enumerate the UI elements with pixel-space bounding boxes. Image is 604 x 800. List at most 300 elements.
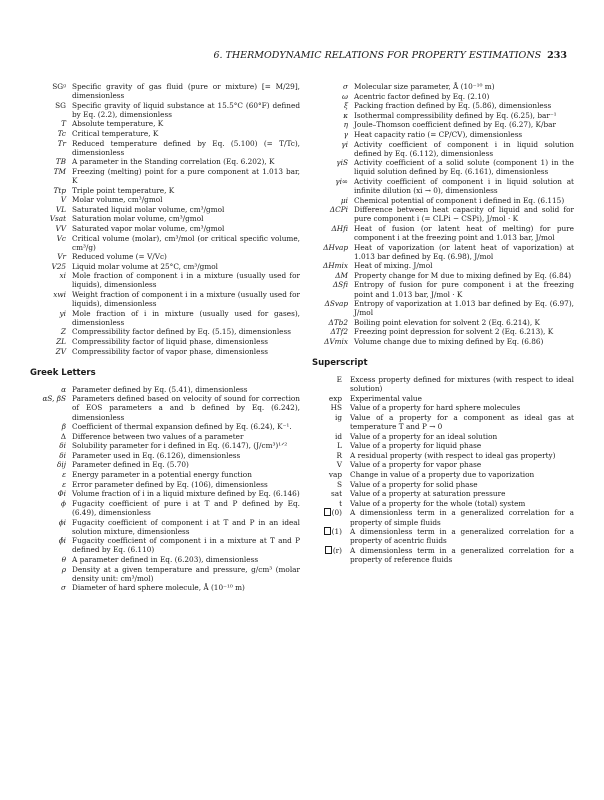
symbol	[312, 177, 354, 195]
symbol	[312, 527, 350, 545]
running-header	[213, 50, 567, 61]
symbol-text: V25	[51, 261, 66, 271]
definition: Heat of mixing. J/mol	[354, 261, 433, 271]
symbol-entry	[30, 518, 300, 536]
symbol-text: ΔHmix	[322, 261, 348, 271]
symbol-entry	[312, 177, 574, 195]
definition: Energy parameter in a potential energy function	[72, 470, 252, 480]
symbol-text: δi	[59, 450, 66, 460]
symbol	[312, 261, 354, 270]
symbol-text: α	[61, 384, 66, 394]
definition: Freezing point depression for solvent 2 (Eq. 6.213), K	[354, 327, 554, 337]
symbol-text: L	[337, 441, 342, 451]
symbol	[30, 252, 72, 261]
symbol-text: δi	[59, 441, 66, 451]
symbol-entry	[30, 565, 300, 583]
symbol-entry	[312, 224, 574, 242]
greek-letters-list-continued	[312, 82, 574, 346]
symbol-text: ΔSvap	[324, 299, 348, 309]
symbol-entry	[30, 195, 300, 204]
symbol	[312, 480, 350, 489]
symbol-text: η	[343, 120, 348, 130]
symbol	[30, 101, 72, 119]
symbol-entry	[30, 460, 300, 469]
definition: Experimental value	[350, 393, 422, 403]
symbol-text: t	[339, 498, 342, 508]
definition: Activity coefficient of a solid solute (component 1) in the liquid solution defined by Eq. (6.161), dimensionless	[354, 158, 574, 177]
definition: Density at a given temperature and pressure, g/cm³ (molar density unit: cm³/mol)	[72, 564, 300, 583]
symbol-entry	[312, 205, 574, 223]
definition: Molecular size parameter, Å (10⁻¹⁰ m)	[354, 82, 495, 91]
symbol	[312, 432, 350, 441]
symbol-text: SGᵍ	[52, 82, 66, 91]
symbol	[312, 451, 350, 460]
definition: Entropy of vaporization at 1.013 bar defined by Eq. (6.97), J/mol	[354, 299, 574, 318]
symbol	[312, 158, 354, 176]
symbol-entry	[30, 129, 300, 138]
symbol	[30, 536, 72, 554]
symbol-text: Δ	[60, 431, 66, 441]
definition: Parameter defined by Eq. (5.41), dimensionless	[72, 384, 248, 394]
symbol-entry	[312, 261, 574, 270]
definition: Parameters defined based on velocity of sound for correction of EOS parameters a and b defined by Eq. (6.242), dimensionless	[72, 394, 300, 422]
symbol-entry	[312, 394, 574, 403]
symbol	[312, 441, 350, 450]
definition: Reduced temperature defined by Eq. (5.100) (= T/Tc), dimensionless	[72, 138, 300, 157]
definition: A dimensionless term in a generalized correlation for a property of reference fluids	[350, 545, 574, 564]
symbol-entry	[312, 403, 574, 412]
symbol-text: σ	[61, 583, 66, 593]
symbol-entry	[312, 82, 574, 91]
definition: A dimensionless term in a generalized correlation for a property of simple fluids	[350, 508, 574, 527]
symbol-entry	[312, 527, 574, 545]
symbol	[30, 470, 72, 479]
symbol-entry	[30, 139, 300, 157]
symbol-text: Tr	[57, 138, 66, 148]
definition: Saturated liquid molar volume, cm³/gmol	[72, 204, 225, 214]
definition: Molar volume, cm³/gmol	[72, 195, 163, 205]
symbol-entry	[312, 120, 574, 129]
symbol-text: ε	[62, 479, 66, 489]
symbol-text: ig	[334, 413, 342, 422]
symbol	[30, 205, 72, 214]
symbol-entry	[30, 489, 300, 498]
symbol-text: ω	[342, 91, 348, 101]
definition: Compressibility factor defined by Eq. (5.15), dimensionless	[72, 327, 291, 337]
symbol	[312, 299, 354, 317]
definition: Value of a property for solid phase	[350, 479, 478, 489]
symbol	[312, 243, 354, 261]
symbol-text: yi	[59, 308, 66, 318]
definition: Isothermal compressibility defined by Eq. (6.25), bar⁻¹	[354, 110, 557, 120]
symbol-text: Vc	[56, 233, 66, 243]
definition: Change in value of a property due to vaporization	[350, 470, 535, 480]
symbol-text: SG	[55, 100, 66, 110]
definition: Heat of vaporization (or latent heat of vaporization) at 1.013 bar defined by Eq. (6.98), J/mol	[354, 242, 574, 261]
symbol-entry	[312, 318, 574, 327]
symbol-text: ΔTb2	[328, 317, 348, 327]
symbol	[30, 186, 72, 195]
definition: Compressibility factor of liquid phase, dimensionless	[72, 337, 268, 347]
symbol	[312, 460, 350, 469]
symbol-text: ΔHfi	[331, 223, 348, 233]
symbol	[312, 489, 350, 498]
symbol-text: ϕ	[61, 498, 66, 508]
definition: Reduced volume (= V/Vc)	[72, 252, 167, 262]
symbol-text: ΔHvap	[323, 242, 348, 252]
symbol	[30, 394, 72, 421]
symbol	[312, 224, 354, 242]
symbol	[30, 224, 72, 233]
symbol-text: exp	[328, 393, 342, 403]
symbol-entry	[312, 196, 574, 205]
running-title: 6. THERMODYNAMIC RELATIONS FOR PROPERTY ESTIMATIONS	[213, 50, 542, 61]
symbol-text: ΔCPi	[329, 205, 348, 215]
definition: Activity coefficient of component i in liquid solution defined by Eq. (6.112), dimensionless	[354, 139, 574, 158]
symbol-text: V	[60, 195, 66, 205]
symbol-text: VV	[55, 223, 66, 233]
symbol-entry	[312, 101, 574, 110]
symbol-text: ΔSfi	[332, 280, 348, 290]
symbol-text: ZV	[55, 346, 66, 356]
definition: Packing fraction defined by Eq. (5.86), dimensionless	[354, 101, 552, 111]
definition: Boiling point elevation for solvent 2 (Eq. 6.214), K	[354, 317, 540, 327]
symbol	[30, 451, 72, 460]
symbol	[30, 432, 72, 441]
definition: Volume fraction of i in a liquid mixture defined by Eq. (6.146)	[72, 489, 300, 499]
symbol-text: (0)	[331, 508, 342, 518]
symbol	[30, 214, 72, 223]
symbol	[312, 101, 354, 110]
symbol	[30, 337, 72, 346]
symbol-text: sat	[330, 489, 342, 499]
superscript-list	[312, 375, 574, 564]
symbol-entry	[312, 299, 574, 317]
symbol-text: (r)	[332, 545, 342, 555]
symbol-entry	[30, 432, 300, 441]
symbol	[30, 518, 72, 536]
symbol-entry	[30, 157, 300, 166]
page-number: 233	[547, 50, 567, 61]
symbol-text: ϕ̂i	[58, 536, 66, 546]
definition: Property change for M due to mixing defined by Eq. (6.84)	[354, 270, 572, 280]
symbol	[312, 470, 350, 479]
symbol-text: γi	[341, 139, 348, 149]
symbol-text: γ	[343, 129, 348, 139]
symbol-entry	[312, 546, 574, 564]
definition: Mole fraction of i in mixture (usually used for gases), dimensionless	[72, 308, 300, 327]
definition: Value of a property for an ideal solution	[350, 431, 498, 441]
symbol-text: Vsat	[49, 214, 66, 224]
definition: Volume change due to mixing defined by Eq. (6.86)	[354, 337, 544, 347]
symbol-entry	[312, 140, 574, 158]
symbol-entry	[312, 92, 574, 101]
symbol	[30, 82, 72, 100]
symbol-entry	[312, 111, 574, 120]
symbol-entry	[30, 555, 300, 564]
symbol	[312, 271, 354, 280]
definition: Mole fraction of component i in a mixture (usually used for liquids), dimensionless	[72, 271, 300, 290]
symbol	[30, 262, 72, 271]
definition: Liquid molar volume at 25°C, cm³/gmol	[72, 261, 218, 271]
symbol-text: E	[336, 375, 342, 385]
symbol-entry	[30, 119, 300, 128]
symbol-text: ZL	[56, 337, 66, 347]
symbol	[30, 309, 72, 327]
symbol	[30, 480, 72, 489]
symbol	[312, 82, 354, 91]
symbol	[312, 508, 350, 526]
symbol	[30, 385, 72, 394]
symbol	[312, 337, 354, 346]
definition: Difference between heat capacity of liquid and solid for pure component i (= CLPi − CSPi), J/mol · K	[354, 205, 574, 224]
symbol-entry	[312, 441, 574, 450]
symbol-entry	[30, 262, 300, 271]
definition: Fugacity coefficient of component i in a mixture at T and P defined by Eq. (6.110)	[72, 536, 300, 555]
definition: Value of a property for vapor phase	[350, 460, 482, 470]
placeholder-box-icon	[324, 508, 331, 516]
placeholder-box-icon	[325, 546, 332, 554]
definition: Value of a property for hard sphere molecules	[350, 403, 521, 413]
symbol-text: δij	[57, 460, 66, 470]
symbol-text: TM	[53, 166, 66, 176]
symbol-entry	[30, 167, 300, 185]
symbol-text: γi∞	[335, 176, 348, 186]
definition: Freezing (melting) point for a pure component at 1.013 bar, K	[72, 166, 300, 185]
symbol-entry	[30, 451, 300, 460]
symbol	[312, 499, 350, 508]
symbol-entry	[30, 470, 300, 479]
symbol	[312, 92, 354, 101]
symbol	[30, 327, 72, 336]
definition: Saturation molar volume, cm³/gmol	[72, 214, 204, 224]
symbol-entry	[312, 413, 574, 431]
symbol	[30, 489, 72, 498]
symbol-entry	[312, 243, 574, 261]
symbol-entry	[30, 480, 300, 489]
symbol	[30, 119, 72, 128]
definition: Activity coefficient of component i in liquid solution at infinite dilution (xi → 0), dimensionless	[354, 176, 574, 196]
symbol-text: θ	[61, 554, 66, 564]
definition: Entropy of fusion for pure component i at the freezing point and 1.013 bar, J/mol · K	[354, 280, 574, 299]
symbol-entry	[312, 451, 574, 460]
definition: Value of a property at saturation pressure	[350, 489, 506, 499]
symbol-entry	[312, 470, 574, 479]
symbol-entry	[30, 271, 300, 289]
symbol-entry	[30, 385, 300, 394]
symbol-entry	[30, 290, 300, 308]
symbol	[312, 196, 354, 205]
symbol	[30, 460, 72, 469]
symbol	[30, 583, 72, 592]
definition: Parameter used in Eq. (6.126), dimensionless	[72, 450, 241, 460]
definition: Diameter of hard sphere molecule, Å (10⁻¹⁰ m)	[72, 583, 245, 593]
symbol	[312, 413, 350, 431]
right-column	[312, 82, 574, 565]
symbol	[312, 318, 354, 327]
symbol	[312, 140, 354, 158]
definition: A residual property (with respect to ideal gas property)	[350, 450, 556, 460]
symbol-entry	[30, 82, 300, 100]
symbol-entry	[30, 327, 300, 336]
symbol-entry	[312, 480, 574, 489]
symbol-entry	[30, 583, 300, 592]
symbol-text: Ttp	[53, 185, 66, 195]
definition: A dimensionless term in a generalized correlation for a property of acentric fluids	[350, 527, 574, 546]
symbol-entry	[312, 489, 574, 498]
nomenclature-list	[30, 82, 300, 356]
symbol-entry	[30, 205, 300, 214]
symbol	[30, 422, 72, 431]
definition: Heat capacity ratio (= CP/CV), dimensionless	[354, 129, 523, 139]
symbol-text: ρ	[61, 564, 66, 574]
definition: Acentric factor defined by Eq. (2.10)	[354, 91, 490, 101]
definition: Compressibility factor of vapor phase, dimensionless	[72, 346, 268, 356]
definition: A parameter defined in Eq. (6.203), dimensionless	[72, 554, 259, 564]
symbol-entry	[312, 327, 574, 336]
symbol-entry	[30, 337, 300, 346]
symbol-entry	[30, 186, 300, 195]
symbol-text: σ	[343, 82, 348, 91]
symbol	[312, 111, 354, 120]
symbol	[312, 394, 350, 403]
definition: A parameter in the Standing correlation (Eq. 6.202), K	[72, 157, 275, 167]
symbol	[30, 129, 72, 138]
definition: Excess property defined for mixtures (with respect to ideal solution)	[350, 375, 574, 394]
symbol	[312, 120, 354, 129]
symbol-text: Vr	[57, 252, 66, 262]
symbol	[30, 290, 72, 308]
symbol-text: vap	[328, 470, 342, 480]
symbol-text: ξ	[343, 101, 348, 111]
symbol-text: μi	[340, 195, 348, 205]
definition: Solubility parameter for i defined in Eq. (6.147), (J/cm³)¹ᐟ²	[72, 441, 288, 451]
symbol-entry	[30, 499, 300, 517]
symbol-entry	[30, 441, 300, 450]
symbol	[312, 403, 350, 412]
symbol-entry	[30, 536, 300, 554]
symbol-text: VL	[55, 204, 66, 214]
definition: Critical volume (molar), cm³/mol (or critical specific volume, cm³/g)	[72, 233, 300, 252]
definition: Fugacity coefficient of component i at T and P in an ideal solution mixture, dimensionless	[72, 517, 300, 536]
left-column	[30, 82, 300, 593]
symbol	[30, 157, 72, 166]
symbol-text: Z	[60, 327, 66, 337]
symbol-entry	[312, 508, 574, 526]
symbol-text: (1)	[331, 527, 342, 537]
symbol	[30, 347, 72, 356]
symbol	[30, 271, 72, 289]
symbol-text: R	[336, 450, 342, 460]
symbol-entry	[312, 337, 574, 346]
symbol-entry	[30, 347, 300, 356]
symbol	[30, 195, 72, 204]
symbol	[30, 441, 72, 450]
superscript-heading: Superscript	[312, 358, 368, 369]
definition: Saturated vapor molar volume, cm³/gmol	[72, 223, 225, 233]
symbol-text: ΔM	[335, 270, 348, 280]
symbol-entry	[312, 432, 574, 441]
symbol-entry	[312, 499, 574, 508]
symbol-text: Φi	[57, 489, 66, 499]
symbol-text: ΔVmix	[324, 337, 348, 347]
symbol-text: γiS	[336, 158, 348, 168]
symbol	[312, 546, 350, 564]
symbol-entry	[30, 224, 300, 233]
symbol-text: TB	[55, 157, 66, 167]
symbol-entry	[30, 101, 300, 119]
symbol-entry	[30, 394, 300, 421]
definition: Parameter defined in Eq. (5.70)	[72, 460, 189, 470]
symbol-text: β	[61, 422, 66, 432]
definition: Value of a property for liquid phase	[350, 441, 482, 451]
symbol-text: Tc	[57, 128, 66, 138]
symbol-entry	[30, 214, 300, 223]
symbol	[30, 167, 72, 185]
symbol	[312, 327, 354, 336]
symbol-text: HS	[330, 403, 342, 413]
symbol-entry	[312, 158, 574, 176]
symbol	[30, 555, 72, 564]
definition: Critical temperature, K	[72, 128, 159, 138]
symbol-entry	[312, 460, 574, 469]
symbol-text: ΔTf2	[330, 327, 348, 337]
definition: Coefficient of thermal expansion defined by Eq. (6.24), K⁻¹.	[72, 422, 292, 432]
symbol	[30, 499, 72, 517]
definition: Weight fraction of component i in a mixture (usually used for liquids), dimensionless	[72, 290, 300, 309]
symbol-entry	[30, 309, 300, 327]
symbol-entry	[30, 234, 300, 252]
symbol-text: xi	[59, 271, 66, 281]
definition: Heat of fusion (or latent heat of melting) for pure component i at the freezing point and 1.013 bar, J/mol	[354, 223, 574, 242]
greek-letters-heading: Greek Letters	[30, 367, 96, 378]
symbol-text: V	[336, 460, 342, 470]
symbol-entry	[312, 375, 574, 393]
symbol	[30, 139, 72, 157]
symbol-entry	[312, 130, 574, 139]
definition: Difference between two values of a parameter	[72, 431, 244, 441]
definition: Error parameter defined by Eq. (106), dimensionless	[72, 479, 268, 489]
symbol-text: αS, βS	[42, 394, 66, 404]
symbol-entry	[312, 280, 574, 298]
symbol	[312, 375, 350, 393]
definition: Chemical potential of component i defined in Eq. (6.115)	[354, 195, 565, 205]
definition: Fugacity coefficient of pure i at T and P defined by Eq. (6.49), dimensionless	[72, 498, 300, 517]
definition: Value of a property for a component as ideal gas at temperature T and P → 0	[350, 413, 574, 432]
symbol	[30, 565, 72, 583]
symbol	[312, 130, 354, 139]
symbol-entry	[30, 422, 300, 431]
symbol-text: xwi	[53, 290, 66, 300]
symbol	[30, 234, 72, 252]
definition: Value of a property for the whole (total) system	[350, 498, 526, 508]
definition: Specific gravity of liquid substance at 15.5°C (60°F) defined by Eq. (2.2), dimensionless	[72, 100, 300, 119]
symbol	[312, 280, 354, 298]
definition: Absolute temperature, K	[72, 119, 164, 129]
symbol-text: id	[334, 431, 342, 441]
greek-letters-list	[30, 385, 300, 593]
symbol-entry	[312, 271, 574, 280]
symbol-entry	[30, 252, 300, 261]
definition: Joule–Thomson coefficient defined by Eq. (6.27), K/bar	[354, 120, 556, 130]
definition: Specific gravity of gas fluid (pure or mixture) [= M/29], dimensionless	[72, 82, 300, 101]
definition: Triple point temperature, K	[72, 185, 175, 195]
placeholder-box-icon	[324, 527, 331, 535]
symbol-text: S	[337, 479, 342, 489]
symbol	[312, 205, 354, 223]
symbol-text: ϕi	[58, 517, 66, 527]
symbol-text: T	[61, 119, 66, 129]
